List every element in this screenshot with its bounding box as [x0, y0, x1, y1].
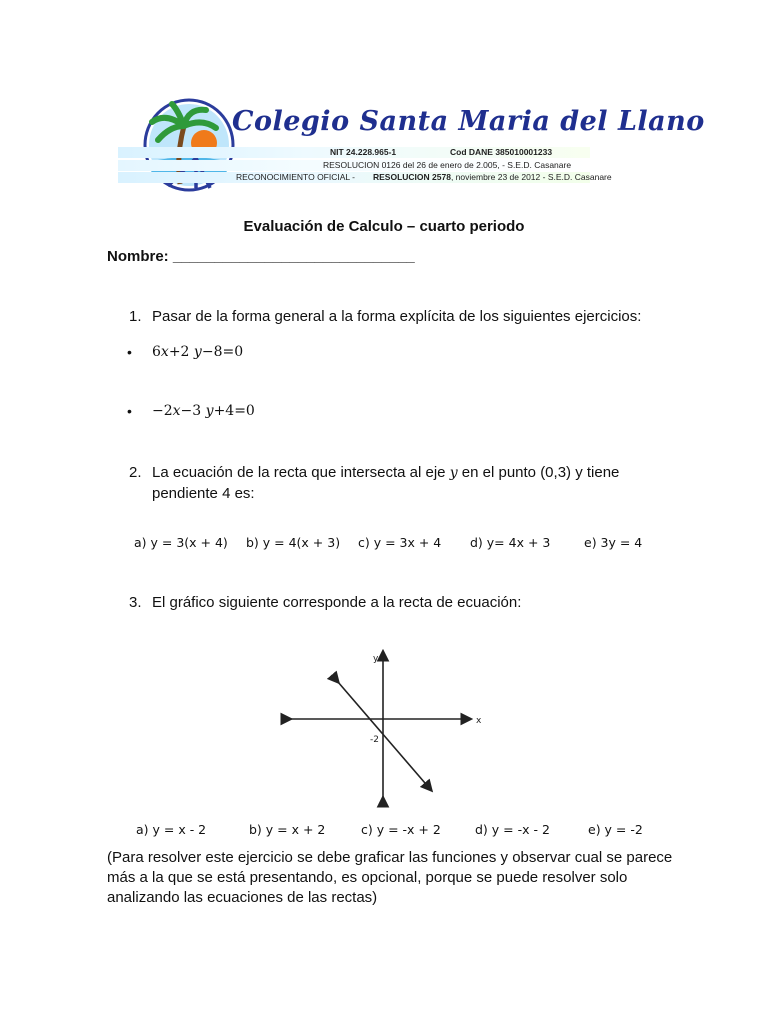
nit-text: NIT 24.228.965-1: [330, 147, 397, 157]
question-number: 3.: [129, 594, 142, 611]
question-number: 2.: [129, 464, 142, 481]
dane-text: Cod DANE 385010001233: [450, 147, 553, 157]
bullet: •: [127, 403, 132, 419]
y-axis-label: y: [373, 654, 379, 664]
question-text-line2: pendiente 4 es:: [152, 485, 255, 502]
reconocimiento-text: RECONOCIMIENTO OFICIAL -: [236, 172, 356, 182]
answer-option-d: d) y= 4x + 3: [470, 535, 551, 550]
question-text-part: en el punto (0,3) y tiene: [457, 464, 620, 481]
equation-1: 6x+2 y−8=0: [152, 344, 244, 360]
name-field: Nombre: _____________________________: [107, 248, 415, 265]
resolucion2-rest: , noviembre 23 de 2012 - S.E.D. Casanare: [450, 172, 612, 182]
equation-2: −2x−3 y+4=0: [152, 403, 255, 419]
axis-variable: y: [449, 465, 458, 481]
answer-option-e: e) 3y = 4: [584, 535, 643, 550]
bullet: •: [127, 344, 132, 360]
resolucion2-label: RESOLUCION 2578: [373, 172, 451, 182]
question-text: Pasar de la forma general a la forma explícita de los siguientes ejercicios:: [152, 308, 642, 325]
graph-line: [338, 682, 431, 790]
question-2: [129, 462, 689, 506]
answer-option-c: c) y = 3x + 4: [358, 535, 442, 550]
question-3: [129, 592, 689, 614]
answer-option-e: e) y = -2: [588, 822, 643, 837]
question-1: [129, 306, 689, 328]
question-text: El gráfico siguiente corresponde a la recta de ecuación:: [152, 594, 522, 611]
school-name: Colegio Santa Maria del Llano: [232, 106, 705, 137]
answer-option-d: d) y = -x - 2: [475, 822, 550, 837]
line-graph: [280, 640, 500, 810]
answer-option-a: a) y = x - 2: [136, 822, 207, 837]
page-title: Evaluación de Calculo – cuarto periodo: [243, 218, 525, 235]
banner-strip-resolucion: [118, 160, 590, 171]
intercept-label: -2: [370, 735, 379, 745]
banner-strip-reconocimiento: [118, 172, 612, 183]
answer-option-a: a) y = 3(x + 4): [134, 535, 228, 550]
answer-option-b: b) y = x + 2: [249, 822, 326, 837]
answer-option-c: c) y = -x + 2: [361, 822, 441, 837]
question-text-part: La ecuación de la recta que intersecta al eje: [152, 464, 450, 481]
question-text: [152, 462, 619, 484]
question-number: 1.: [129, 308, 142, 325]
resolucion1-text: RESOLUCION 0126 del 26 de enero de 2.005, - S.E.D. Casanare: [323, 160, 572, 170]
banner-strip-nit: [118, 147, 590, 158]
x-axis-label: x: [476, 716, 482, 726]
answer-option-b: b) y = 4(x + 3): [246, 535, 341, 550]
note-paragraph: (Para resolver este ejercicio se debe graficar las funciones y observar cual se parece más a la que se está presentando, es opcional, porque se puede resolver solo analizando las ecuaciones de las rectas): [107, 849, 673, 906]
resolucion2-text: [373, 172, 612, 183]
